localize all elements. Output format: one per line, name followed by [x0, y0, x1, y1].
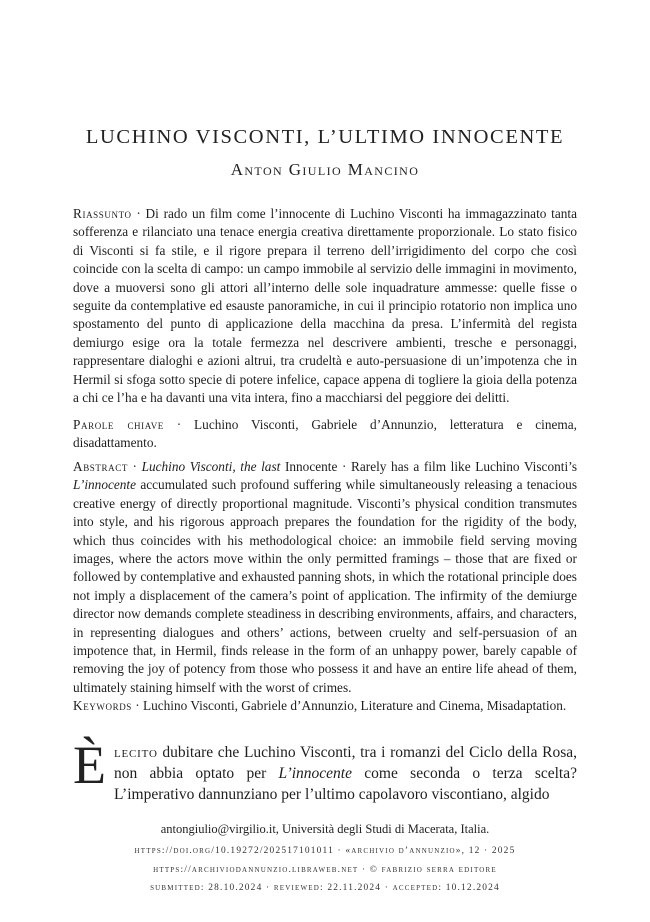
footer-dates-line: submitted: 28.10.2024 · reviewed: 22.11.2024 · accepted: 10.12.2024	[150, 883, 500, 893]
drop-cap: È	[73, 735, 106, 795]
riassunto-separator: ·	[131, 206, 146, 221]
article-author: Anton Giulio Mancino	[230, 160, 420, 179]
footer-doi-line: https://doi.org/10.19272/202517101011 · «archivio d’annunzio», 12 · 2025	[134, 846, 516, 856]
riassunto-paragraph	[73, 205, 577, 407]
abstract-text-2: accumulated such profound suffering while simultaneously releasing a tenacious creative energy of directly proportional magnitude. Visconti’s physical condition transmutes into style, and his rigorous approach prepares the foundation for the rigidity of the body, which thus coincides with his methodological choice: an immobile field serving moving images, where the actors move within the only permitted framings – those that are fixed or followed by contemplative and exhausted panning shots, in which the rotational principle does not imply a displacement of the camera’s point of application. The infirmity of the demiurge director now demands complete steadiness in describing environments, affairs, and characters, in representing dialogues and others’ actions, between cruelty and self-persuasion of an impotence that, in Hermil, finds release in the form of an unhappy power, barely capable of removing the joy of potency from those who possess it and have an entire life ahead of them, ultimately staining himself with the worst of crimes.	[73, 477, 577, 695]
keywords-paragraph	[73, 697, 577, 715]
riassunto-text: Di rado un film come l’innocente di Luchino Visconti ha immagazzinato tanta sofferenza e rilanciato una tenace energia creativa direttamente proporzionale. Lo stato fisico di Visconti si fa stile, e il rigore prepara il terreno dell’irrigidimento del corpo che così coincide con la scelta di campo: un campo immobile al servizio delle immagini in movimento, dove a muoversi sono gli attori all’interno delle sole inquadrature ammesse: quelle fisse o seguite da contemplative ed esauste panoramiche, in cui il principio rotatorio non implica uno spostamento del punto di applicazione della macchina da presa. L’infermità del regista demiurgo esige ora la totale fermezza nel descrivere ambienti, tresche e personaggi, rappresentare dialoghi e azioni altrui, tra crudeltà e auto-persuasione di un’impotenza che in Hermil si sfoga sotto specie di potere infelice, capace appena di togliere la gioia della potenza a chi ce l’ha e ha davanti una vita intera, fino a macchiarsi del peggiore dei delitti.	[73, 206, 578, 406]
riassunto-label: Riassunto	[73, 206, 132, 221]
keywords-separator: ·	[131, 698, 143, 713]
body-text-2: come seconda o terza scelta? L’imperativo dannunziano per l’ultimo capolavoro viscontiano, algido	[114, 765, 577, 803]
keywords-text: Luchino Visconti, Gabriele d’Annunzio, Literature and Cinema, Misadaptation.	[142, 698, 567, 713]
parole-chiave-separator: ·	[163, 417, 195, 432]
abstract-text-1: Rarely has a film like Luchino Visconti’s	[351, 459, 578, 474]
parole-chiave-paragraph	[73, 416, 577, 453]
body-opening-paragraph	[73, 735, 577, 805]
parole-chiave-label: Parole chiave	[73, 417, 164, 432]
article-title: LUCHINO VISCONTI, L’ULTIMO INNOCENTE	[85, 126, 565, 148]
abstract-label: Abstract	[73, 459, 128, 474]
abstract-title-italic: Luchino Visconti, the last	[141, 459, 281, 474]
author-affiliation: antongiulio@virgilio.it, Università degli Studi di Macerata, Italia.	[160, 822, 490, 836]
keywords-label: Keywords	[73, 698, 132, 713]
body-italic-title: L’innocente	[278, 765, 352, 782]
abstract-title-rest: Innocente	[280, 459, 338, 474]
abstract-paragraph	[73, 458, 577, 697]
abstract-separator-2: ·	[337, 459, 352, 474]
abstract-film-title: L’innocente	[73, 477, 137, 493]
body-first-word: lecito	[114, 744, 158, 761]
abstract-separator: ·	[127, 459, 142, 474]
parole-chiave-text: Luchino Visconti, Gabriele d’Annunzio, letteratura e cinema, disadattamento.	[73, 417, 577, 451]
body-text-1: dubitare che Luchino Visconti, tra i romanzi del Ciclo della Rosa, non abbia optato per	[114, 744, 577, 782]
footer-publisher-line: https://archiviodannunzio.libraweb.net · © fabrizio serra editore	[153, 865, 497, 875]
